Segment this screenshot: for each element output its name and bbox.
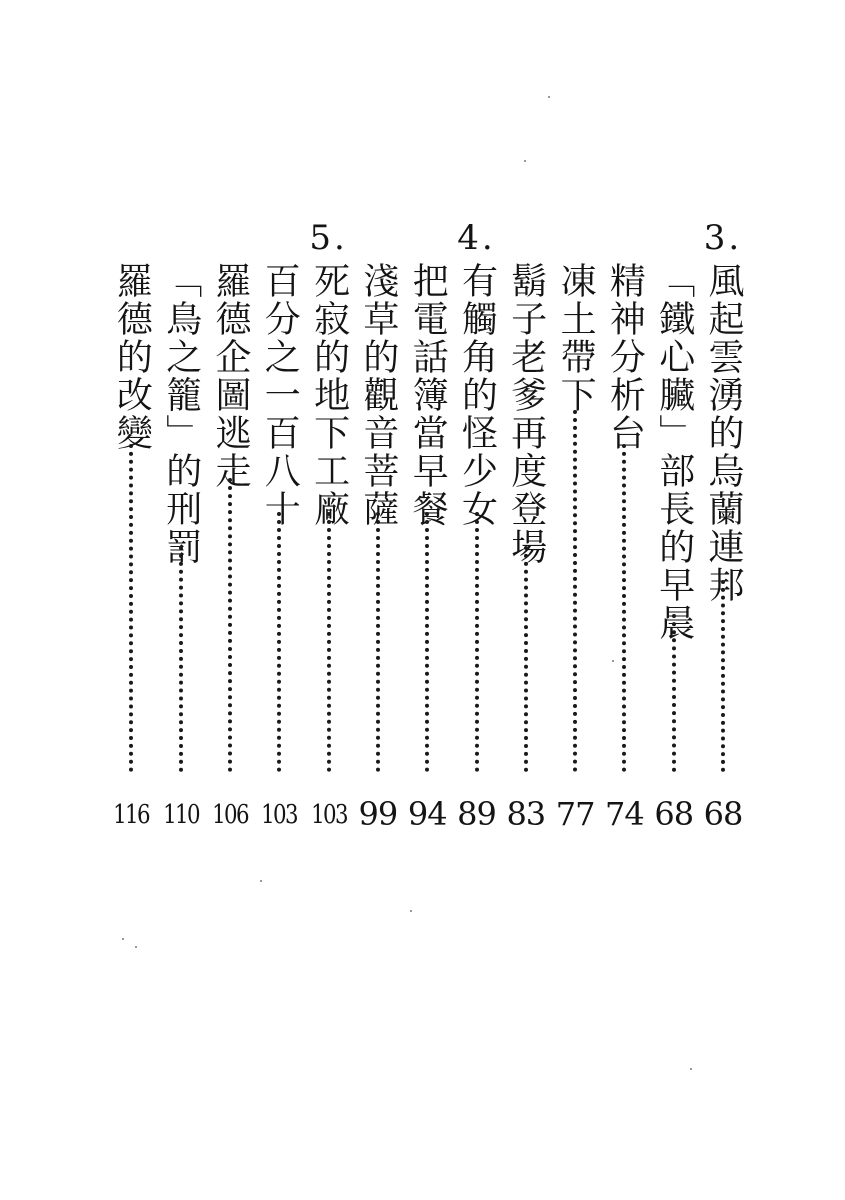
toc-entry xyxy=(549,262,601,833)
page-number: 99 xyxy=(358,795,398,833)
page-number: 89 xyxy=(457,795,496,833)
paper-speck xyxy=(122,938,124,940)
dot-leader xyxy=(376,512,380,772)
toc-entry xyxy=(352,262,404,833)
page-number: 116 xyxy=(113,800,150,830)
page-number: 74 xyxy=(605,795,644,833)
entry-title: 死寂的地下工廠 xyxy=(308,262,350,528)
toc-entry xyxy=(401,262,453,833)
page-number: 83 xyxy=(506,795,546,833)
page-number: 77 xyxy=(555,795,595,833)
dot-leader xyxy=(129,444,133,772)
dot-leader xyxy=(228,478,232,772)
dot-leader xyxy=(425,512,429,772)
dot-leader xyxy=(524,546,528,772)
entry-title: 鬍子老爹再度登場 xyxy=(505,262,547,566)
paper-speck xyxy=(690,1068,692,1070)
page-number: 103 xyxy=(261,800,298,830)
entry-title: 風起雲湧的烏蘭連邦 xyxy=(703,262,744,604)
entry-title: 百分之一百八十 xyxy=(259,262,301,528)
entry-title: 有觸角的怪少女 xyxy=(456,262,498,528)
page-number: 106 xyxy=(212,800,248,830)
page-number: 110 xyxy=(162,800,199,830)
dot-leader xyxy=(721,580,725,772)
dot-leader xyxy=(622,444,626,772)
dot-leader xyxy=(672,614,676,772)
entry-title: 羅德的改變 xyxy=(111,262,153,452)
paper-speck xyxy=(612,660,614,662)
entry-title: 凍土帶下 xyxy=(555,262,597,414)
paper-speck xyxy=(524,160,526,162)
toc-entry xyxy=(105,262,157,830)
page-number: 68 xyxy=(654,795,694,833)
entry-title: 「鐵心臟」部長的早晨 xyxy=(653,262,695,642)
entry-title: 精神分析台 xyxy=(604,262,646,452)
entry-title: 羅德企圖逃走 xyxy=(210,262,251,490)
toc-entry xyxy=(303,218,355,830)
chapter-number: 3. xyxy=(703,218,743,258)
toc-entry xyxy=(697,218,749,833)
paper-speck xyxy=(410,910,412,912)
chapter-number: 5. xyxy=(309,218,348,258)
dot-leader xyxy=(179,546,183,772)
toc-entry xyxy=(155,262,207,830)
page-number: 68 xyxy=(703,795,743,833)
entry-title: 把電話簿當早餐 xyxy=(407,262,449,528)
toc-entry xyxy=(204,262,256,830)
page-number: 94 xyxy=(407,795,447,833)
toc-entry xyxy=(253,262,305,830)
dot-leader xyxy=(475,512,479,772)
entry-title: 淺草的觀音菩薩 xyxy=(357,262,399,528)
toc-entry xyxy=(500,262,552,833)
page-number: 103 xyxy=(310,800,347,830)
dot-leader xyxy=(573,410,577,772)
toc-entry xyxy=(451,218,503,833)
dot-leader xyxy=(277,512,281,772)
paper-speck xyxy=(260,880,262,882)
chapter-number: 4. xyxy=(457,218,496,258)
paper-speck xyxy=(135,946,137,948)
toc-entry xyxy=(648,262,700,833)
paper-speck xyxy=(548,96,550,98)
entry-title: 「鳥之籠」的刑罰 xyxy=(160,262,202,566)
toc-entry xyxy=(598,262,650,833)
dot-leader xyxy=(327,512,331,772)
